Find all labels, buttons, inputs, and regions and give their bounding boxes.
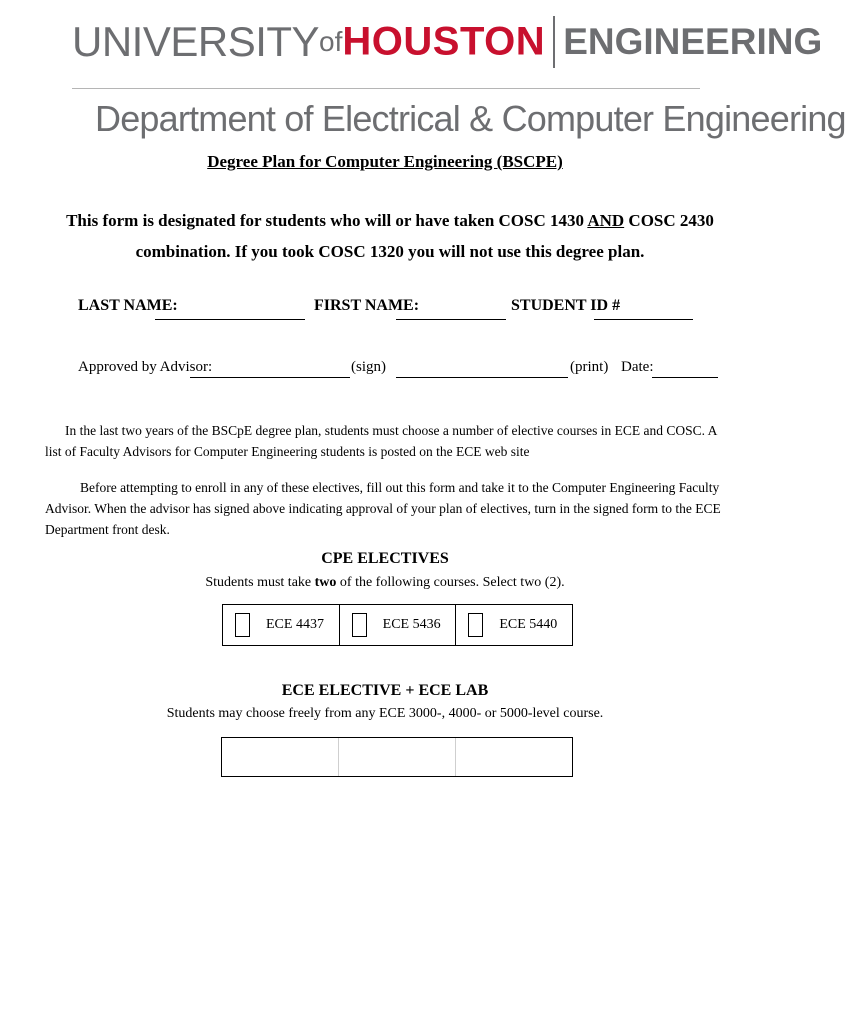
- logo-university-text: UNIVERSITY: [72, 18, 320, 65]
- course-label: ECE 5436: [382, 617, 441, 632]
- student-id-field[interactable]: [594, 301, 693, 320]
- first-name-field[interactable]: [396, 301, 506, 320]
- date-label: Date:: [621, 359, 654, 375]
- first-name-label: FIRST NAME:: [314, 297, 420, 314]
- logo-divider: [553, 16, 555, 68]
- logo-of-text: of: [319, 26, 343, 57]
- advisor-print-field[interactable]: [396, 359, 568, 378]
- cpe-electives-heading: CPE ELECTIVES: [321, 550, 449, 567]
- elective-info-paragraph: In the last two years of the BSCpE degree plan, students must choose a number of elective courses in ECE and COSC. A list of Faculty Advisors for Computer Engineering students is posted on the ECE web site: [45, 423, 717, 459]
- ece-elective-entry-3[interactable]: [456, 738, 572, 776]
- elective-option-ece-4437[interactable]: [223, 605, 340, 645]
- ece-elective-instruction: Students may choose freely from any ECE 3000-, 4000- or 5000-level course.: [166, 706, 604, 721]
- department-name: Department of Electrical & Computer Engineering: [95, 98, 846, 139]
- logo-houston-text: HOUSTON: [342, 19, 546, 64]
- ece-elective-entry-2[interactable]: [339, 738, 456, 776]
- ece-elective-table: [221, 737, 573, 777]
- student-id-label: STUDENT ID #: [511, 297, 621, 314]
- print-label: (print): [570, 359, 609, 375]
- advisor-sign-field[interactable]: [190, 359, 350, 378]
- course-label: ECE 5440: [499, 617, 558, 632]
- sign-label: (sign): [351, 359, 386, 375]
- approved-by-advisor-label: Approved by Advisor:: [78, 359, 213, 375]
- page-title: Degree Plan for Computer Engineering (BSCPE): [207, 152, 563, 171]
- enrollment-instructions-paragraph: Before attempting to enroll in any of these electives, fill out this form and take it to the Computer Engineering Faculty Advisor. When the advisor has signed above indicating approval of your plan of electives, turn in the signed form to the ECE Department front desk.: [45, 480, 721, 537]
- cpe-electives-table: [222, 604, 573, 646]
- ece-elective-heading: ECE ELECTIVE + ECE LAB: [281, 682, 489, 699]
- last-name-label: LAST NAME:: [78, 297, 178, 314]
- notice-emphasis: AND: [587, 211, 625, 230]
- checkbox-ece-5440[interactable]: [468, 613, 483, 637]
- date-field[interactable]: [652, 359, 718, 378]
- elective-option-ece-5436[interactable]: [340, 605, 457, 645]
- ece-elective-entry-1[interactable]: [222, 738, 339, 776]
- logo-engineering-text: ENGINEERING: [563, 21, 823, 62]
- header-divider: [72, 88, 700, 89]
- eligibility-notice: This form is designated for students who will or have taken COSC 1430 AND COSC 2430 combination. If you took COSC 1320 you will not use this degree plan.: [66, 211, 714, 261]
- last-name-field[interactable]: [155, 301, 305, 320]
- cpe-electives-instruction: Students must take two of the following courses. Select two (2).: [205, 575, 565, 590]
- university-logo: [72, 16, 823, 80]
- checkbox-ece-5436[interactable]: [352, 613, 367, 637]
- elective-option-ece-5440[interactable]: [456, 605, 572, 645]
- checkbox-ece-4437[interactable]: [235, 613, 250, 637]
- course-label: ECE 4437: [266, 617, 324, 632]
